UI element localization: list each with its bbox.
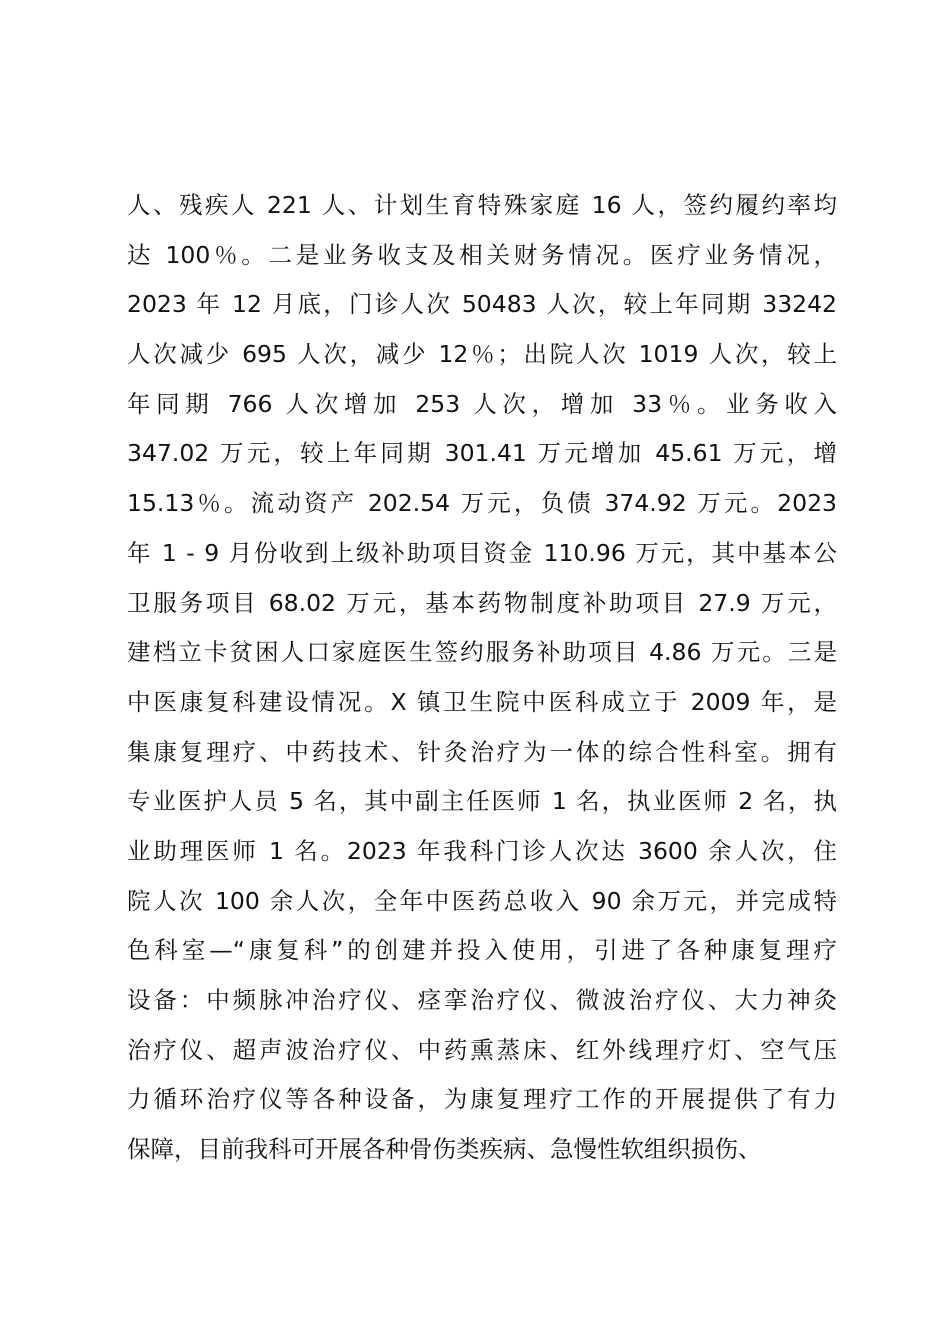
text-line: 业助理医师 1 名。2023 年我科门诊人次达 3600 余人次，住 [127,836,837,865]
text-line: 集康复理疗、中药技术、针灸治疗为一体的综合性科室。拥有 [127,737,837,766]
text-line: 力循环治疗仪等各种设备，为康复理疗工作的开展提供了有力 [127,1085,837,1114]
text-line: 色科室—“康复科”的创建并投入使用，引进了各种康复理疗 [127,936,837,965]
text-line: 达 100％。二是业务收支及相关财务情况。医疗业务情况， [127,240,837,269]
text-line: 人次减少 695 人次，减少 12％；出院人次 1019 人次，较上 [127,340,837,369]
text-line: 15.13％。流动资产 202.54 万元，负债 374.92 万元。2023 [127,489,837,518]
text-line: 中医康复科建设情况。X 镇卫生院中医科成立于 2009 年，是 [127,687,837,716]
text-line: 2023 年 12 月底，门诊人次 50483 人次，较上年同期 33242 [127,290,837,319]
text-line: 保障，目前我科可开展各种骨伤类疾病、急慢性软组织损伤、 [127,1135,762,1164]
text-line: 建档立卡贫困人口家庭医生签约服务补助项目 4.86 万元。三是 [127,638,837,667]
text-line: 设备：中频脉冲治疗仪、痉挛治疗仪、微波治疗仪、大力神灸 [127,986,837,1014]
text-line: 347.02 万元，较上年同期 301.41 万元增加 45.61 万元，增 [127,439,837,468]
text-line: 专业医护人员 5 名，其中副主任医师 1 名，执业医师 2 名，执 [127,787,837,816]
body-text [127,181,837,1175]
text-line: 院人次 100 余人次，全年中医药总收入 90 余万元，并完成特 [127,886,837,915]
text-line: 卫服务项目 68.02 万元，基本药物制度补助项目 27.9 万元， [127,588,837,617]
text-line: 人、残疾人 221 人、计划生育特殊家庭 16 人，签约履约率均 [127,191,837,219]
text-line: 年 1 - 9 月份收到上级补助项目资金 110.96 万元，其中基本公 [127,538,837,567]
text-line: 治疗仪、超声波治疗仪、中药熏蒸床、红外线理疗灯、空气压 [127,1035,837,1064]
text-line: 年同期 766 人次增加 253 人次，增加 33％。业务收入 [127,389,837,418]
